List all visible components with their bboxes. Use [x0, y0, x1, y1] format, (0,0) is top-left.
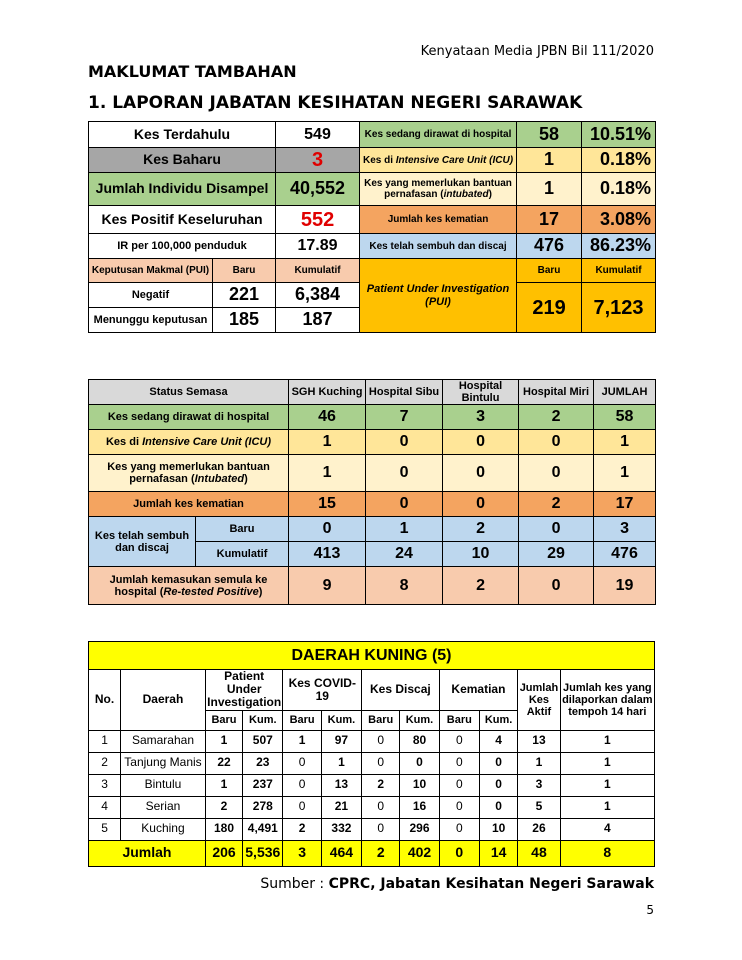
row-pui-baru: 22	[205, 752, 242, 774]
row-aktif: 13	[518, 730, 560, 752]
status-icu-label-text: Kes di	[105, 436, 143, 449]
pui-kumulatif: 7,123	[582, 283, 656, 333]
summary-table	[88, 121, 656, 333]
row-kematian-kum: 0	[479, 774, 517, 796]
status-intubated-bintulu: 0	[443, 455, 519, 492]
negatif-kumulatif: 6,384	[276, 283, 360, 308]
row-kematian-baru: 0	[439, 796, 479, 818]
source-prefix: Sumber :	[260, 876, 329, 892]
row-pui-kum: 4,491	[243, 818, 283, 840]
header-hospital-miri: Hospital Miri	[519, 380, 594, 405]
status-hospital-sgh: 46	[289, 405, 366, 430]
header-jumlah: JUMLAH	[594, 380, 656, 405]
kematian-value: 17	[517, 206, 582, 234]
intubated-label-text: Kes yang memerlukan bantuan pernafasan (	[364, 178, 512, 200]
row-pui-baru: 180	[205, 818, 242, 840]
row-discaj-baru: 0	[362, 796, 400, 818]
row-14-hari: 4	[560, 818, 654, 840]
row-kematian-kum: 10	[479, 818, 517, 840]
status-icu-jumlah: 1	[594, 430, 656, 455]
status-hospital-bintulu: 3	[443, 405, 519, 430]
menunggu-label: Menunggu keputusan	[89, 308, 213, 333]
header-daerah: Daerah	[121, 670, 206, 731]
status-retested-jumlah: 19	[594, 567, 656, 605]
status-intubated-jumlah: 1	[594, 455, 656, 492]
row-14-hari: 1	[560, 730, 654, 752]
row-discaj-kum: 296	[400, 818, 439, 840]
header-covid-kum: Kum.	[321, 710, 361, 730]
header-pui-kum: Kum.	[243, 710, 283, 730]
hospital-label: Kes sedang dirawat di hospital	[360, 122, 517, 148]
row-discaj-baru: 0	[362, 730, 400, 752]
pui-kumulatif-header: Kumulatif	[582, 259, 656, 283]
row-daerah: Bintulu	[121, 774, 206, 796]
table-row	[89, 818, 655, 840]
status-sembuh-kum-miri: 29	[519, 542, 594, 567]
row-covid-kum: 97	[321, 730, 361, 752]
section-title: 1. LAPORAN JABATAN KESIHATAN NEGERI SARAWAK	[88, 93, 583, 113]
row-daerah: Serian	[121, 796, 206, 818]
individu-disampel-label: Jumlah Individu Disampel	[89, 173, 276, 206]
status-sembuh-label: Kes telah sembuh dan discaj	[89, 517, 196, 567]
individu-disampel-value: 40,552	[276, 173, 360, 206]
status-table	[88, 379, 656, 605]
ir-value: 17.89	[276, 234, 360, 259]
baru-header: Baru	[213, 259, 276, 283]
page-heading: MAKLUMAT TAMBAHAN	[88, 62, 297, 81]
positif-keseluruhan-value: 552	[276, 206, 360, 234]
status-sembuh-baru-bintulu: 2	[443, 517, 519, 542]
row-covid-baru: 0	[283, 774, 321, 796]
intubated-label	[360, 173, 517, 206]
row-pui-kum: 23	[243, 752, 283, 774]
row-discaj-kum: 10	[400, 774, 439, 796]
row-pui-baru: 1	[205, 730, 242, 752]
icu-label-italic: Intensive Care Unit (ICU)	[395, 154, 514, 166]
status-kematian-sibu: 0	[366, 492, 443, 517]
total-discaj-baru: 2	[362, 840, 400, 866]
table-row	[89, 730, 655, 752]
status-sembuh-baru-jumlah: 3	[594, 517, 656, 542]
sembuh-percent: 86.23%	[582, 234, 656, 259]
row-discaj-baru: 2	[362, 774, 400, 796]
header-covid: Kes COVID-19	[283, 670, 362, 711]
icu-value: 1	[517, 148, 582, 173]
row-kematian-kum: 0	[479, 752, 517, 774]
hospital-percent: 10.51%	[582, 122, 656, 148]
status-icu-label-italic: Intensive Care Unit (ICU)	[142, 436, 272, 449]
icu-percent: 0.18%	[582, 148, 656, 173]
row-discaj-baru: 0	[362, 752, 400, 774]
status-intubated-miri: 0	[519, 455, 594, 492]
status-sembuh-kum-sibu: 24	[366, 542, 443, 567]
kes-terdahulu-label: Kes Terdahulu	[89, 122, 276, 148]
kumulatif-header: Kumulatif	[276, 259, 360, 283]
row-no: 5	[89, 818, 121, 840]
row-discaj-kum: 80	[400, 730, 439, 752]
status-sembuh-baru-sgh: 0	[289, 517, 366, 542]
header-hospital-sibu: Hospital Sibu	[366, 380, 443, 405]
daerah-title: DAERAH KUNING (5)	[89, 642, 655, 670]
status-sembuh-baru-sibu: 1	[366, 517, 443, 542]
ir-label: IR per 100,000 penduduk	[89, 234, 276, 259]
row-14-hari: 1	[560, 774, 654, 796]
kematian-percent: 3.08%	[582, 206, 656, 234]
status-sembuh-kum-jumlah: 476	[594, 542, 656, 567]
row-covid-baru: 0	[283, 752, 321, 774]
row-covid-kum: 13	[321, 774, 361, 796]
status-intubated-label	[89, 455, 289, 492]
sembuh-value: 476	[517, 234, 582, 259]
intubated-label-italic: intubated	[443, 189, 489, 200]
table-row	[89, 796, 655, 818]
row-covid-baru: 1	[283, 730, 321, 752]
status-intubated-sibu: 0	[366, 455, 443, 492]
status-intubated-label-close: )	[244, 473, 248, 486]
row-aktif: 26	[518, 818, 560, 840]
header-pui-baru: Baru	[205, 710, 242, 730]
status-sembuh-kum-bintulu: 10	[443, 542, 519, 567]
status-kematian-label: Jumlah kes kematian	[89, 492, 289, 517]
total-discaj-kum: 402	[400, 840, 439, 866]
total-covid-kum: 464	[321, 840, 361, 866]
status-hospital-label: Kes sedang dirawat di hospital	[89, 405, 289, 430]
row-kematian-baru: 0	[439, 752, 479, 774]
row-daerah: Kuching	[121, 818, 206, 840]
source-name: CPRC, Jabatan Kesihatan Negeri Sarawak	[328, 876, 654, 892]
header-aktif: Jumlah Kes Aktif	[518, 670, 560, 731]
header-discaj-baru: Baru	[362, 710, 400, 730]
header-14-hari: Jumlah kes yang dilaporkan dalam tempoh 14 hari	[560, 670, 654, 731]
statement-reference: Kenyataan Media JPBN Bil 111/2020	[420, 44, 654, 59]
kematian-label: Jumlah kes kematian	[360, 206, 517, 234]
row-discaj-kum: 16	[400, 796, 439, 818]
row-pui-kum: 278	[243, 796, 283, 818]
row-discaj-baru: 0	[362, 818, 400, 840]
status-kematian-sgh: 15	[289, 492, 366, 517]
status-hospital-sibu: 7	[366, 405, 443, 430]
row-pui-kum: 507	[243, 730, 283, 752]
kes-baharu-label: Kes Baharu	[89, 148, 276, 173]
intubated-percent: 0.18%	[582, 173, 656, 206]
status-kematian-bintulu: 0	[443, 492, 519, 517]
total-pui-baru: 206	[205, 840, 242, 866]
status-icu-label	[89, 430, 289, 455]
status-intubated-label-italic: Intubated	[194, 473, 245, 486]
pui-baru-header: Baru	[517, 259, 582, 283]
row-kematian-kum: 4	[479, 730, 517, 752]
negatif-label: Negatif	[89, 283, 213, 308]
menunggu-kumulatif: 187	[276, 308, 360, 333]
icu-label	[360, 148, 517, 173]
header-discaj-kum: Kum.	[400, 710, 439, 730]
daerah-table	[88, 641, 655, 867]
total-aktif: 48	[518, 840, 560, 866]
row-covid-baru: 0	[283, 796, 321, 818]
status-intubated-label-text: Kes yang memerlukan bantuan pernafasan (	[107, 461, 270, 486]
kes-terdahulu-value: 549	[276, 122, 360, 148]
row-discaj-kum: 0	[400, 752, 439, 774]
total-covid-baru: 3	[283, 840, 321, 866]
row-pui-baru: 2	[205, 796, 242, 818]
row-kematian-baru: 0	[439, 774, 479, 796]
row-aktif: 1	[518, 752, 560, 774]
total-kematian-baru: 0	[439, 840, 479, 866]
status-icu-bintulu: 0	[443, 430, 519, 455]
row-pui-baru: 1	[205, 774, 242, 796]
status-icu-sibu: 0	[366, 430, 443, 455]
status-retested-label-italic: Re-tested Positive	[163, 585, 259, 598]
status-retested-sgh: 9	[289, 567, 366, 605]
row-no: 1	[89, 730, 121, 752]
status-sembuh-baru-miri: 0	[519, 517, 594, 542]
header-kematian-baru: Baru	[439, 710, 479, 730]
total-label: Jumlah	[89, 840, 206, 866]
total-row	[89, 840, 655, 866]
status-retested-bintulu: 2	[443, 567, 519, 605]
status-intubated-sgh: 1	[289, 455, 366, 492]
icu-label-text: Kes di	[362, 154, 396, 166]
row-14-hari: 1	[560, 752, 654, 774]
row-covid-kum: 21	[321, 796, 361, 818]
row-kematian-baru: 0	[439, 818, 479, 840]
header-discaj: Kes Discaj	[362, 670, 440, 711]
status-sembuh-baru-label: Baru	[196, 517, 289, 542]
pui-results-header: Keputusan Makmal (PUI)	[89, 259, 213, 283]
pui-label: Patient Under Investigation (PUI)	[360, 259, 517, 333]
total-kematian-kum: 14	[479, 840, 517, 866]
page-number: 5	[646, 903, 654, 917]
header-no: No.	[89, 670, 121, 731]
status-kematian-miri: 2	[519, 492, 594, 517]
row-no: 3	[89, 774, 121, 796]
status-icu-sgh: 1	[289, 430, 366, 455]
row-14-hari: 1	[560, 796, 654, 818]
row-pui-kum: 237	[243, 774, 283, 796]
status-retested-miri: 0	[519, 567, 594, 605]
status-icu-miri: 0	[519, 430, 594, 455]
row-covid-kum: 332	[321, 818, 361, 840]
row-covid-kum: 1	[321, 752, 361, 774]
source-note	[260, 876, 654, 892]
hospital-value: 58	[517, 122, 582, 148]
header-hospital-bintulu: Hospital Bintulu	[443, 380, 519, 405]
row-no: 4	[89, 796, 121, 818]
table-row	[89, 774, 655, 796]
row-daerah: Tanjung Manis	[121, 752, 206, 774]
status-hospital-jumlah: 58	[594, 405, 656, 430]
header-pui: Patient Under Investigation	[207, 669, 282, 710]
header-sgh-kuching: SGH Kuching	[289, 380, 366, 405]
status-header: Status Semasa	[89, 380, 289, 405]
status-retested-label-text: Jumlah kemasukan semula ke hospital (	[109, 573, 268, 598]
row-no: 2	[89, 752, 121, 774]
table-row	[89, 752, 655, 774]
status-retested-label-close: )	[258, 585, 263, 598]
status-kematian-jumlah: 17	[594, 492, 656, 517]
intubated-label-close: )	[488, 189, 492, 200]
status-retested-sibu: 8	[366, 567, 443, 605]
header-kematian: Kematian	[439, 670, 518, 711]
row-kematian-kum: 0	[479, 796, 517, 818]
negatif-baru: 221	[213, 283, 276, 308]
sembuh-label: Kes telah sembuh dan discaj	[360, 234, 517, 259]
status-sembuh-kumulatif-label: Kumulatif	[196, 542, 289, 567]
row-aktif: 3	[518, 774, 560, 796]
row-covid-baru: 2	[283, 818, 321, 840]
total-pui-kum: 5,536	[243, 840, 283, 866]
status-sembuh-kum-sgh: 413	[289, 542, 366, 567]
status-retested-label	[89, 567, 289, 605]
kes-baharu-value: 3	[276, 148, 360, 173]
menunggu-baru: 185	[213, 308, 276, 333]
pui-baru: 219	[517, 283, 582, 333]
positif-keseluruhan-label: Kes Positif Keseluruhan	[89, 206, 276, 234]
row-aktif: 5	[518, 796, 560, 818]
row-kematian-baru: 0	[439, 730, 479, 752]
intubated-value: 1	[517, 173, 582, 206]
row-daerah: Samarahan	[121, 730, 206, 752]
status-hospital-miri: 2	[519, 405, 594, 430]
header-kematian-kum: Kum.	[479, 710, 517, 730]
header-covid-baru: Baru	[283, 710, 321, 730]
total-14-hari: 8	[560, 840, 654, 866]
